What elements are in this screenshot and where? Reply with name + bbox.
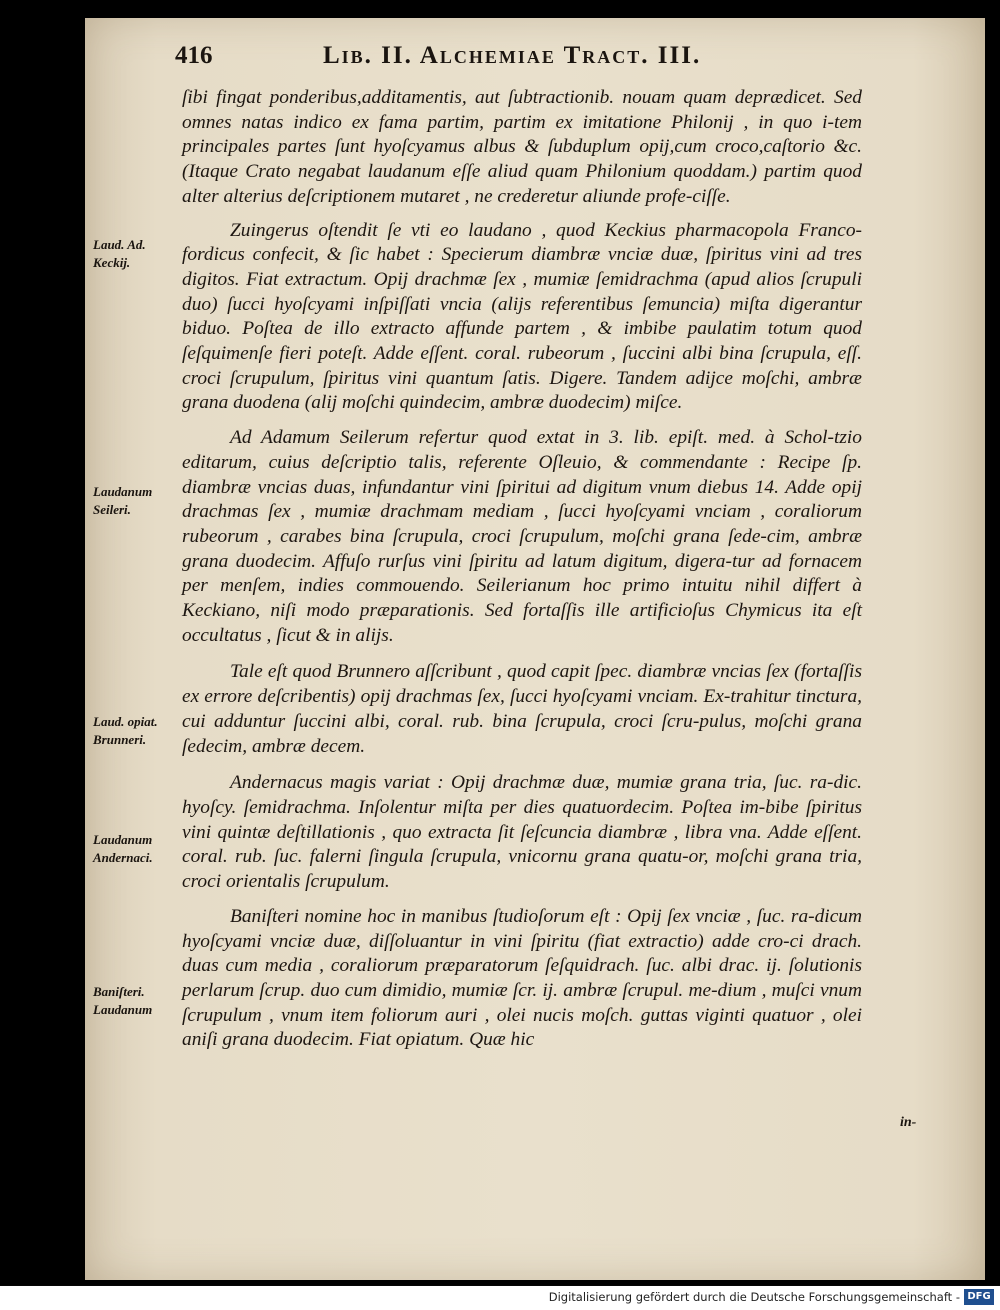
paragraph-banister: Baniſteri nomine hoc in manibus ſtudioſorum eſt : Opij ſex vnciæ , ſuc. ra-dicum hyoſcyami vnciæ duæ, diſſoluantur in vini ſpiritu (fiat extractio) adde cro-ci drach. duas cum media , coraliorum præparatorum ſeſquidrach. ſuc. albi drac. ij. ſolutionis perlarum ſcrup. duo cum dimidio, mumiæ ſcr. ij. ambræ ſcrupul. me-dium , muſci vnum ſcrupulum , vnum item foliorum auri , olei nucis moſch. guttas viginti quatuor , olei aniſi grana duodecim. Fiat opiatum. Quæ hic (182, 905, 862, 1051)
paragraph-brunner: Tale eſt quod Brunnero aſſcribunt , quod capit ſpec. diambræ vncias ſex (fortaſſis ex errore deſcribentis) opij drachmas ſex, ſucci hyoſcyami vnciam. Ex-trahitur tinctura, cui adduntur ſuccini albi, coral. rub. bina ſcrupula, croci ſcru-pulus, moſchi grana ſedecim, ambræ decem. (182, 661, 862, 757)
dfg-logo: DFG (964, 1289, 994, 1305)
funding-notice: Digitalisierung gefördert durch die Deutsche Forschungsgemeinschaft - (548, 1290, 960, 1304)
margin-note-keckius: Laud. Ad. Keckij. (93, 237, 146, 270)
margin-note-banister: Baniſteri. Laudanum (93, 984, 153, 1017)
page-header (175, 38, 815, 78)
paragraph-seiler: Ad Adamum Seilerum refertur quod extat in 3. lib. epiſt. med. à Schol-tzio editarum, cuius deſcriptio talis, referente Oſleuio, & commendante : Recipe ſp. diambræ vncias duas, infundantur vini ſpiritui ad digitum vnum diebus 14. Adde opij drachmas ſex , mumiæ drachmam mediam , ſucci hyoſcyami vnciam , coraliorum rubeorum , carabes bina ſcrupula, croci ſcrupulum, moſchi grana ſede-cim, ambræ grana duodecim. Affuſo rurſus vini ſpiritu ad latum digitum, digera-tur ad fornacem per menſem, indies commouendo. Seilerianum hoc primo intuitu nihil differt à Keckiano, niſi modo præparationis. Sed fortaſſis ille artificioſus Chymicus ita eſt occultatus , ſicut & in alijs. (182, 427, 862, 646)
margin-note-andernacus: Laudanum Andernaci. (93, 832, 153, 865)
margin-note-brunner: Laud. opiat. Brunneri. (93, 714, 158, 747)
paragraph-1: ſibi fingat ponderibus,additamentis, aut ſubtractionib. nouam quam deprædicet. Sed omnes natas indico ex fama partim, partim ex imitatione Philonij , in quo i-tem principales partes ſunt hyoſcyamus albus & ſubduplum opij,cum croco,caſtorio &c. (Itaque Crato negabat laudanum eſſe aliud quam Philonium quoddam.) partim quod alter alterius deſcriptionem mutaret , ne crederetur aliunde profe-ciſſe. (182, 87, 862, 207)
footer-bar (0, 1286, 1000, 1310)
catchword: in- (900, 1115, 917, 1130)
running-title: Lib. II. Alchemiae Tract. III. (323, 42, 702, 69)
paragraph-andernacus: Andernacus magis variat : Opij drachmæ duæ, mumiæ grana tria, ſuc. ra-dic. hyoſcy. ſemidrachma. Inſolentur miſta per dies quatuordecim. Poſtea im-bibe ſpiritus vini quintæ deſtillationis , quo extracta ſit ſeſcuncia diambræ , libra vna. Adde eſſent. coral. rub. ſuc. falerni ſingula ſcrupula, vnicornu grana quatu-or, moſchi grana tria, croci orientalis ſcrupulum. (182, 772, 862, 893)
body-text (182, 86, 862, 1053)
margin-note-seiler: Laudanum Seileri. (93, 484, 153, 517)
paragraph-keckius: Zuingerus oſtendit ſe vti eo laudano , quod Keckius pharmacopola Franco-fordicus confecit, & ſic habet : Specierum diambræ vnciæ duæ, ſpiritus vini ad tres digitos. Fiat extractum. Opij drachmæ ſex , mumiæ ſemidrachma (apud alios ſcrupuli duo) ſucci hyoſcyami inſpiſſati vncia (alijs referentibus ſemuncia) miſta digerantur biduo. Poſtea de illo extracto affunde partem , & imbibe paulatim totum quod ſeſquimenſe fieri poteſt. Adde eſſent. coral. rubeorum , ſuccini albi bina ſcrupula, eſſ. croci ſcrupulum, ſpiritus vini quantum ſatis. Digere. Tandem adijce moſchi, ambræ grana duodena (alij moſchi quindecim, ambræ duodecim) miſce. (182, 219, 862, 414)
page-number: 416 (175, 42, 213, 69)
